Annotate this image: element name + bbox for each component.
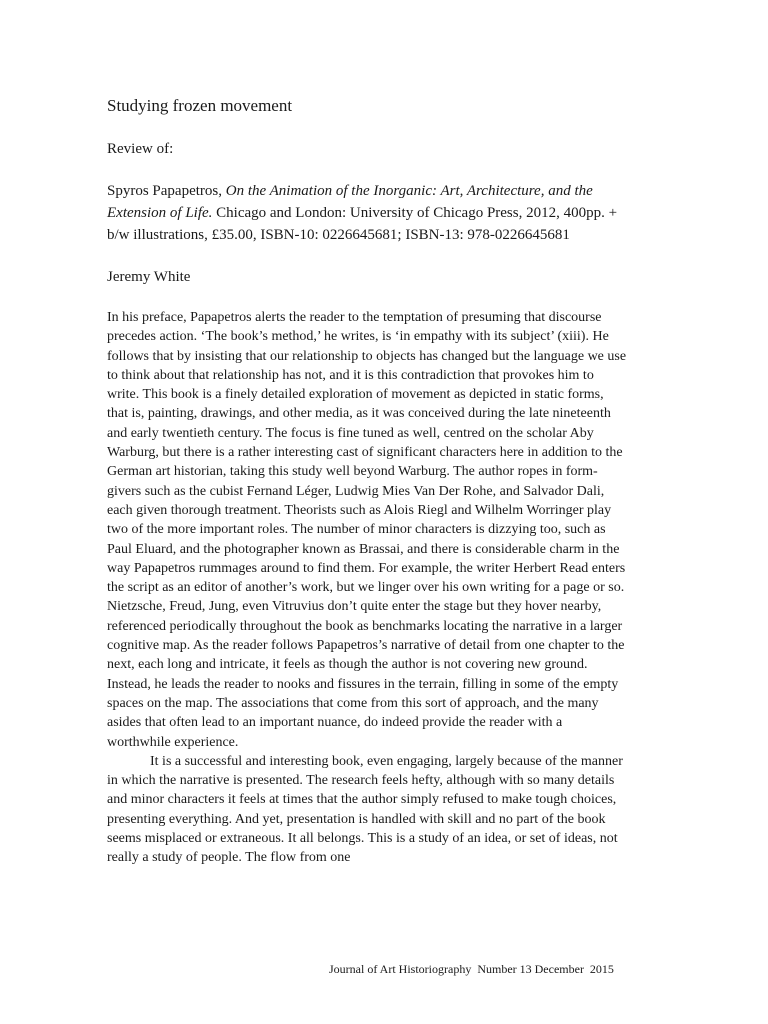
body-paragraph: In his preface, Papapetros alerts the reader to the temptation of presuming that discourse precedes action. ‘The book’s method,’ he writes, is ‘in empathy with its subject’ (xiii). He follows that by insisting that our relationship to objects has changed but the language we use to think about that relationship has not, and it is this contradiction that provokes him to write. This book is a finely detailed exploration of movement as depicted in static forms, that is, painting, drawings, and other media, as it was conceived during the late nineteenth and early twentieth century. The focus is fine tuned as well, centred on the scholar Aby Warburg, but there is a rather interesting cast of significant characters here in addition to the German art historian, taking this study well beyond Warburg. The author ropes in form-givers such as the cubist Fernand Léger, Ludwig Mies Van Der Rohe, and Salvador Dali, each given thorough treatment. Theorists such as Alois Riegl and Wilhelm Worringer play two of the more important roles. The number of minor characters is dizzying too, such as Paul Eluard, and the photographer known as Brassai, and there is considerable charm in the way Papapetros rummages around to find them. For example, the writer Herbert Read enters the script as an editor of another’s work, but we linger over his own writing for a page or so. Nietzsche, Freud, Jung, even Vitruvius don’t quite enter the stage but they hover nearby, referenced periodically throughout the book as benchmarks locating the narrative in a larger cognitive map. As the reader follows Papapetros’s narrative of detail from one chapter to the next, each long and intricate, it feels as though the author is not covering new ground. Instead, he leads the reader to nooks and fissures in the terrain, filling in some of the empty spaces on the map. The associations that come from this sort of approach, and the many asides that often lead to an important nuance, do indeed provide the reader with a worthwhile experience. [107,310,627,750]
review-title: Studying frozen movement [107,96,293,115]
review-of-label: Review of: [107,141,174,157]
document-page [107,94,627,868]
review-body [107,308,627,868]
reviewer-name: Jeremy White [107,269,191,285]
book-author: Spyros Papapetros, [107,183,226,199]
book-title: On the Animation of the Inorganic: Art, Architecture, and the Extension of Life. [107,183,593,221]
journal-footer: Journal of Art Historiography Number 13 December 2015 [329,962,614,976]
body-paragraph: It is a successful and interesting book, even engaging, largely because of the manner in which the narrative is presented. The research feels hefty, although with so many details and minor characters it feels at times that the author simply refused to make tough choices, presenting everything. And yet, presentation is handled with skill and no part of the book seems misplaced or extraneous. It all belongs. This is a study of an idea, or set of ideas, not really a study of people. The flow from one [107,753,623,866]
book-publication-details: Chicago and London: University of Chicago Press, 2012, 400pp. + b/w illustrations, £35.00, ISBN-10: 0226645681; ISBN-13: 978-0226645681 [107,205,618,243]
book-citation [107,180,627,246]
